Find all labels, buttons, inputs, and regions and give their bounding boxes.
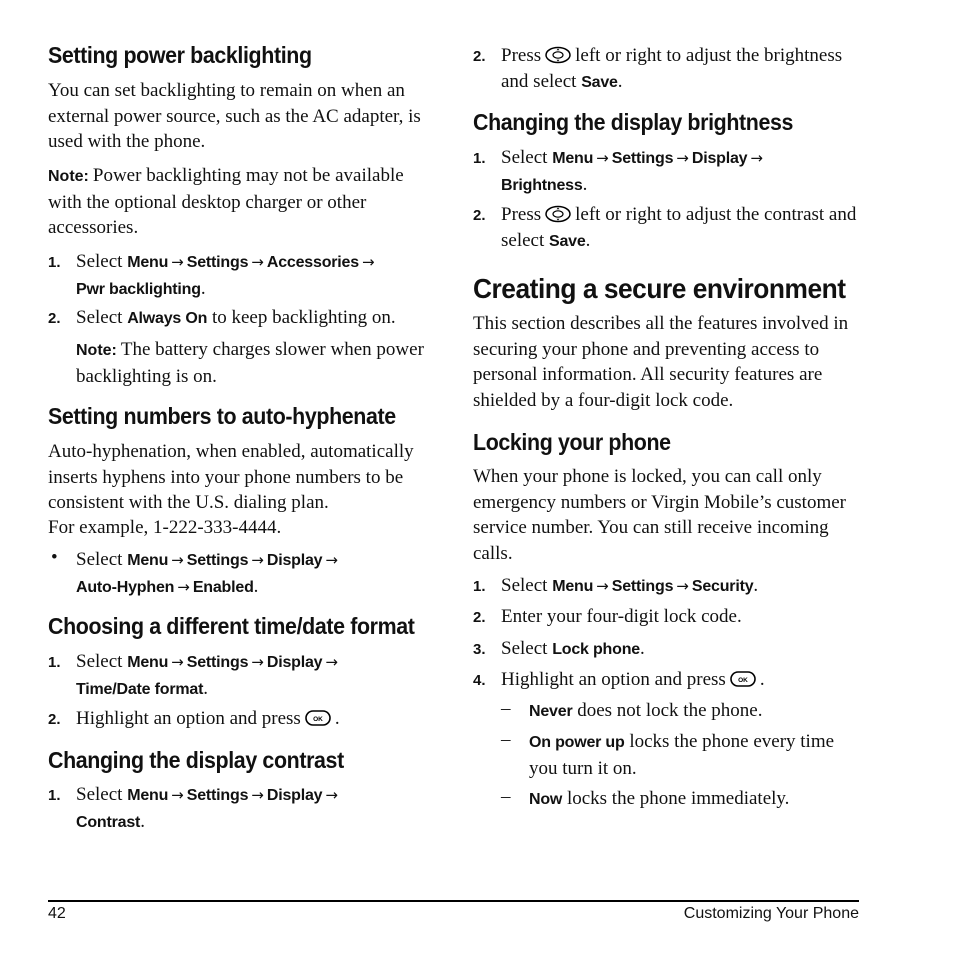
nav-key-icon	[545, 205, 571, 223]
step-text: left or right to adjust the contrast and select	[501, 204, 857, 251]
option-text: locks the phone every time you turn it on.	[529, 731, 835, 779]
save-label: Save	[549, 233, 586, 250]
period: .	[140, 811, 145, 832]
note-text: Power backlighting may not be available with the optional desktop charger or other accessories.	[48, 165, 404, 238]
always-on-label: Always On	[127, 310, 208, 327]
secure-environment-paragraph: This section describes all the features involved in securing your phone and preventing access to personal information. All security features are shielded by a four-digit lock code.	[473, 313, 849, 411]
arrow-icon: →	[177, 578, 190, 596]
page-number: 42	[48, 905, 66, 922]
period: .	[334, 708, 340, 729]
time-date-format-label: Time/Date format	[76, 681, 204, 698]
display-label: Display	[266, 654, 323, 671]
period: .	[200, 278, 206, 299]
footer-rule	[48, 900, 859, 902]
step-number: 3.	[473, 641, 486, 658]
step-number: 1.	[473, 578, 486, 595]
period: .	[759, 669, 765, 690]
select-word: Select	[501, 575, 548, 596]
display-label: Display	[691, 150, 748, 167]
locking-paragraph: When your phone is locked, you can call only emergency numbers or Virgin Mobile’s customer service number. You can still receive incoming calls.	[473, 466, 846, 564]
arrow-icon: →	[596, 149, 609, 167]
arrow-icon: →	[750, 149, 763, 167]
battery-note	[76, 337, 438, 389]
menu-label: Menu	[552, 578, 594, 595]
dash: –	[501, 786, 511, 807]
arrow-icon: →	[171, 653, 184, 671]
nav-key-icon	[545, 46, 571, 64]
arrow-icon: →	[325, 786, 338, 804]
step-text: Highlight an option and press	[76, 708, 301, 729]
select-word: Select	[76, 651, 123, 672]
step-text: Highlight an option and press	[501, 669, 726, 690]
security-label: Security	[691, 578, 754, 595]
display-label: Display	[266, 552, 323, 569]
chapter-title: Customizing Your Phone	[683, 905, 859, 922]
menu-label: Menu	[127, 254, 169, 271]
period: .	[753, 575, 759, 596]
arrow-icon: →	[676, 149, 689, 167]
option-text: does not lock the phone.	[577, 700, 763, 721]
arrow-icon: →	[325, 653, 338, 671]
display-label: Display	[266, 787, 323, 804]
period: .	[203, 678, 208, 699]
select-word: Select	[76, 307, 123, 328]
step-number: 4.	[473, 672, 486, 689]
note-label: Note:	[76, 342, 117, 359]
arrow-icon: →	[251, 653, 264, 671]
brightness-label: Brightness	[501, 177, 583, 194]
heading-display-contrast: Changing the display contrast	[48, 747, 344, 773]
press-word: Press	[501, 204, 542, 225]
arrow-icon: →	[596, 577, 609, 595]
heading-secure-environment: Creating a secure environment	[473, 273, 846, 304]
step-number: 1.	[473, 150, 486, 167]
dash: –	[501, 729, 511, 750]
now-label: Now	[529, 791, 563, 808]
step-number: 2.	[48, 711, 61, 728]
arrow-icon: →	[251, 551, 264, 569]
pwr-backlighting-label: Pwr backlighting	[76, 281, 201, 298]
press-word: Press	[501, 45, 542, 66]
bullet: •	[51, 547, 58, 568]
ok-key-icon	[305, 709, 331, 727]
period: .	[253, 576, 259, 597]
arrow-icon: →	[171, 253, 184, 271]
period: .	[582, 174, 588, 195]
auto-hyphenate-paragraph: Auto-hyphenation, when enabled, automatically inserts hyphens into your phone numbers to be consistent with the U.S. dialing plan.	[48, 441, 414, 513]
period: .	[639, 638, 645, 659]
contrast-label: Contrast	[76, 814, 141, 831]
power-backlighting-paragraph: You can set backlighting to remain on when an external power source, such as the AC adapter, is used with the phone.	[48, 80, 421, 152]
ok-key-icon	[730, 670, 756, 688]
note-text: The battery charges slower when power backlighting is on.	[76, 339, 424, 387]
save-label: Save	[581, 74, 618, 91]
select-word: Select	[501, 638, 548, 659]
step-number: 2.	[473, 48, 486, 65]
settings-label: Settings	[186, 552, 249, 569]
step-number: 2.	[473, 207, 486, 224]
power-backlighting-note	[48, 163, 438, 241]
heading-locking-phone: Locking your phone	[473, 429, 671, 455]
arrow-icon: →	[171, 786, 184, 804]
option-text: locks the phone immediately.	[566, 788, 790, 809]
select-word: Select	[76, 784, 123, 805]
note-label: Note:	[48, 168, 89, 185]
arrow-icon: →	[361, 253, 375, 271]
period: .	[585, 230, 591, 251]
menu-label: Menu	[552, 150, 594, 167]
heading-auto-hyphenate: Setting numbers to auto-hyphenate	[48, 403, 396, 429]
select-word: Select	[76, 549, 123, 570]
auto-hyphen-label: Auto-Hyphen	[76, 579, 175, 596]
ok-key-text: OK	[312, 715, 323, 723]
menu-label: Menu	[127, 654, 169, 671]
step-text: Enter your four-digit lock code.	[501, 606, 742, 627]
step-number: 1.	[48, 254, 61, 271]
step-number: 1.	[48, 654, 61, 671]
settings-label: Settings	[186, 787, 249, 804]
enabled-label: Enabled	[192, 579, 254, 596]
arrow-icon: →	[171, 551, 184, 569]
heading-display-brightness: Changing the display brightness	[473, 109, 794, 135]
step-number: 2.	[48, 310, 61, 327]
heading-power-backlighting: Setting power backlighting	[48, 42, 312, 68]
settings-label: Settings	[611, 150, 674, 167]
settings-label: Settings	[186, 254, 249, 271]
arrow-icon: →	[676, 577, 689, 595]
ok-key-text: OK	[737, 676, 748, 684]
heading-time-date-format: Choosing a different time/date format	[48, 613, 415, 639]
auto-hyphenate-example: For example, 1-222-333-4444.	[48, 517, 282, 538]
step-text: to keep backlighting on.	[211, 307, 396, 328]
step-number: 1.	[48, 787, 61, 804]
menu-label: Menu	[127, 552, 169, 569]
lock-phone-label: Lock phone	[552, 641, 640, 658]
on-power-up-label: On power up	[529, 734, 625, 751]
step-number: 2.	[473, 609, 486, 626]
arrow-icon: →	[251, 253, 264, 271]
select-word: Select	[501, 147, 548, 168]
period: .	[617, 71, 623, 92]
menu-label: Menu	[127, 787, 169, 804]
dash: –	[501, 698, 511, 719]
select-word: Select	[76, 251, 123, 272]
accessories-label: Accessories	[266, 254, 359, 271]
arrow-icon: →	[325, 551, 338, 569]
step-text: left or right to adjust the brightness and select	[501, 45, 843, 92]
settings-label: Settings	[186, 654, 249, 671]
never-label: Never	[529, 703, 573, 720]
arrow-icon: →	[251, 786, 264, 804]
settings-label: Settings	[611, 578, 674, 595]
